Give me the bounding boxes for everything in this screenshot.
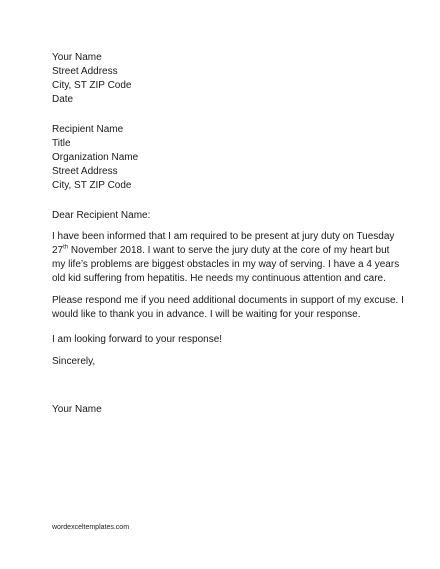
recipient-title: Title (52, 138, 71, 149)
body-p1-ordinal: th (63, 244, 69, 251)
recipient-organization: Organization Name (52, 152, 139, 163)
body-p1-line-1: I have been informed that I am required to be present at jury duty on Tuesday (52, 231, 395, 242)
body-p1-day: 27 (52, 245, 64, 256)
sender-city: City, ST ZIP Code (52, 80, 132, 91)
recipient-name: Recipient Name (52, 124, 124, 135)
body-paragraph-2 (52, 294, 402, 322)
signature-name: Your Name (52, 404, 102, 415)
sender-street: Street Address (52, 66, 118, 77)
body-p1-line-3: my life’s problems are biggest obstacles in my way of serving. I have a 4 years (52, 259, 400, 270)
body-p1-line-2-text: November 2018. I want to serve the jury duty at the core of my heart but (68, 245, 390, 256)
recipient-street: Street Address (52, 166, 118, 177)
body-paragraph-1 (52, 230, 402, 286)
body-p2-line-2: would like to thank you in advance. I will be waiting for your response. (52, 309, 361, 320)
body-p2-line-1: Please respond me if you need additional documents in support of my excuse. I (52, 295, 404, 306)
body-paragraph-3: I am looking forward to your response! (52, 334, 223, 345)
salutation: Dear Recipient Name: (52, 210, 151, 221)
footer-source: wordexceltemplates.com (52, 524, 130, 531)
recipient-city: City, ST ZIP Code (52, 180, 132, 191)
closing: Sincerely, (52, 356, 96, 367)
letter-date: Date (52, 94, 74, 105)
sender-name: Your Name (52, 52, 102, 63)
body-p1-line-4: old kid suffering from hepatitis. He needs my continuous attention and care. (52, 273, 386, 284)
body-p1-line-2 (52, 244, 402, 258)
